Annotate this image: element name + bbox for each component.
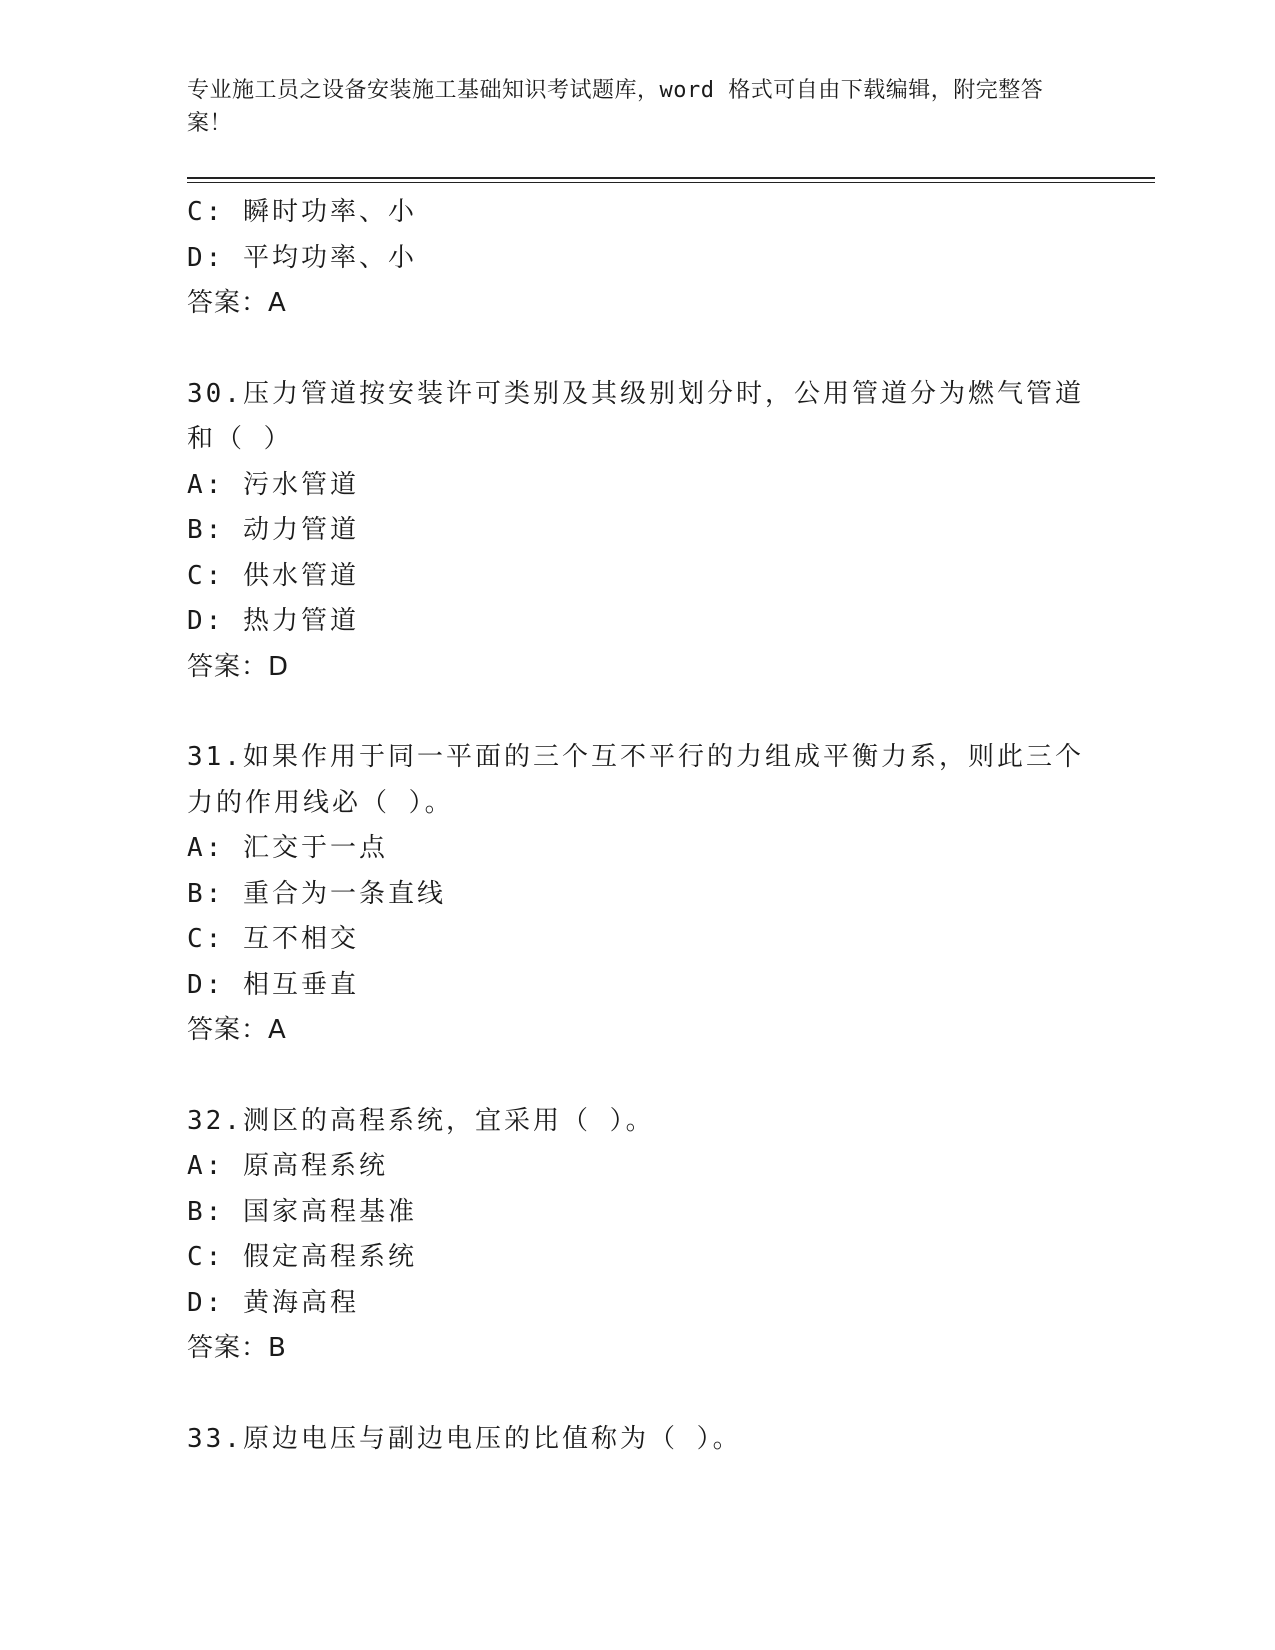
document-body [187, 190, 1087, 1462]
document-header [187, 74, 1067, 140]
question-text: 30.压力管道按安装许可类别及其级别划分时，公用管道分为燃气管道 [187, 378, 1084, 409]
document-title: 专业施工员之设备安装施工基础知识考试题库，word 格式可自由下载编辑，附完整答案！ [187, 78, 1044, 136]
answer: 答案：B [187, 1333, 287, 1363]
option-d: D: 平均功率、小 [187, 242, 417, 273]
question-text: 力的作用线必（ ）。 [187, 787, 454, 818]
question-32 [187, 1099, 1087, 1372]
option-a: A: 污水管道 [187, 469, 359, 500]
answer: 答案：A [187, 1015, 287, 1045]
option-b: B: 重合为一条直线 [187, 878, 446, 909]
option-d: D: 热力管道 [187, 606, 359, 636]
option-c: C: 互不相交 [187, 924, 359, 954]
question-text: 33.原边电压与副边电压的比值称为（ ）。 [187, 1423, 742, 1454]
header-rule-thin [187, 182, 1155, 183]
continued-question [187, 190, 1087, 327]
answer: 答案：D [187, 651, 290, 682]
option-c: C: 瞬时功率、小 [187, 197, 417, 227]
option-c: C: 假定高程系统 [187, 1242, 417, 1272]
option-b: B: 动力管道 [187, 515, 359, 545]
option-a: A: 汇交于一点 [187, 833, 388, 863]
option-a: A: 原高程系统 [187, 1151, 388, 1181]
option-c: C: 供水管道 [187, 560, 359, 591]
question-text: 31.如果作用于同一平面的三个互不平行的力组成平衡力系，则此三个 [187, 742, 1084, 772]
question-33 [187, 1417, 1087, 1463]
answer: 答案：A [187, 288, 287, 318]
option-b: B: 国家高程基准 [187, 1196, 417, 1227]
option-d: D: 相互垂直 [187, 969, 359, 1000]
header-rule-thick [187, 177, 1155, 179]
question-30 [187, 372, 1087, 691]
question-text: 32.测区的高程系统，宜采用（ ）。 [187, 1105, 655, 1136]
question-text: 和（ ） [187, 424, 293, 454]
option-d: D: 黄海高程 [187, 1287, 359, 1318]
question-31 [187, 735, 1087, 1054]
